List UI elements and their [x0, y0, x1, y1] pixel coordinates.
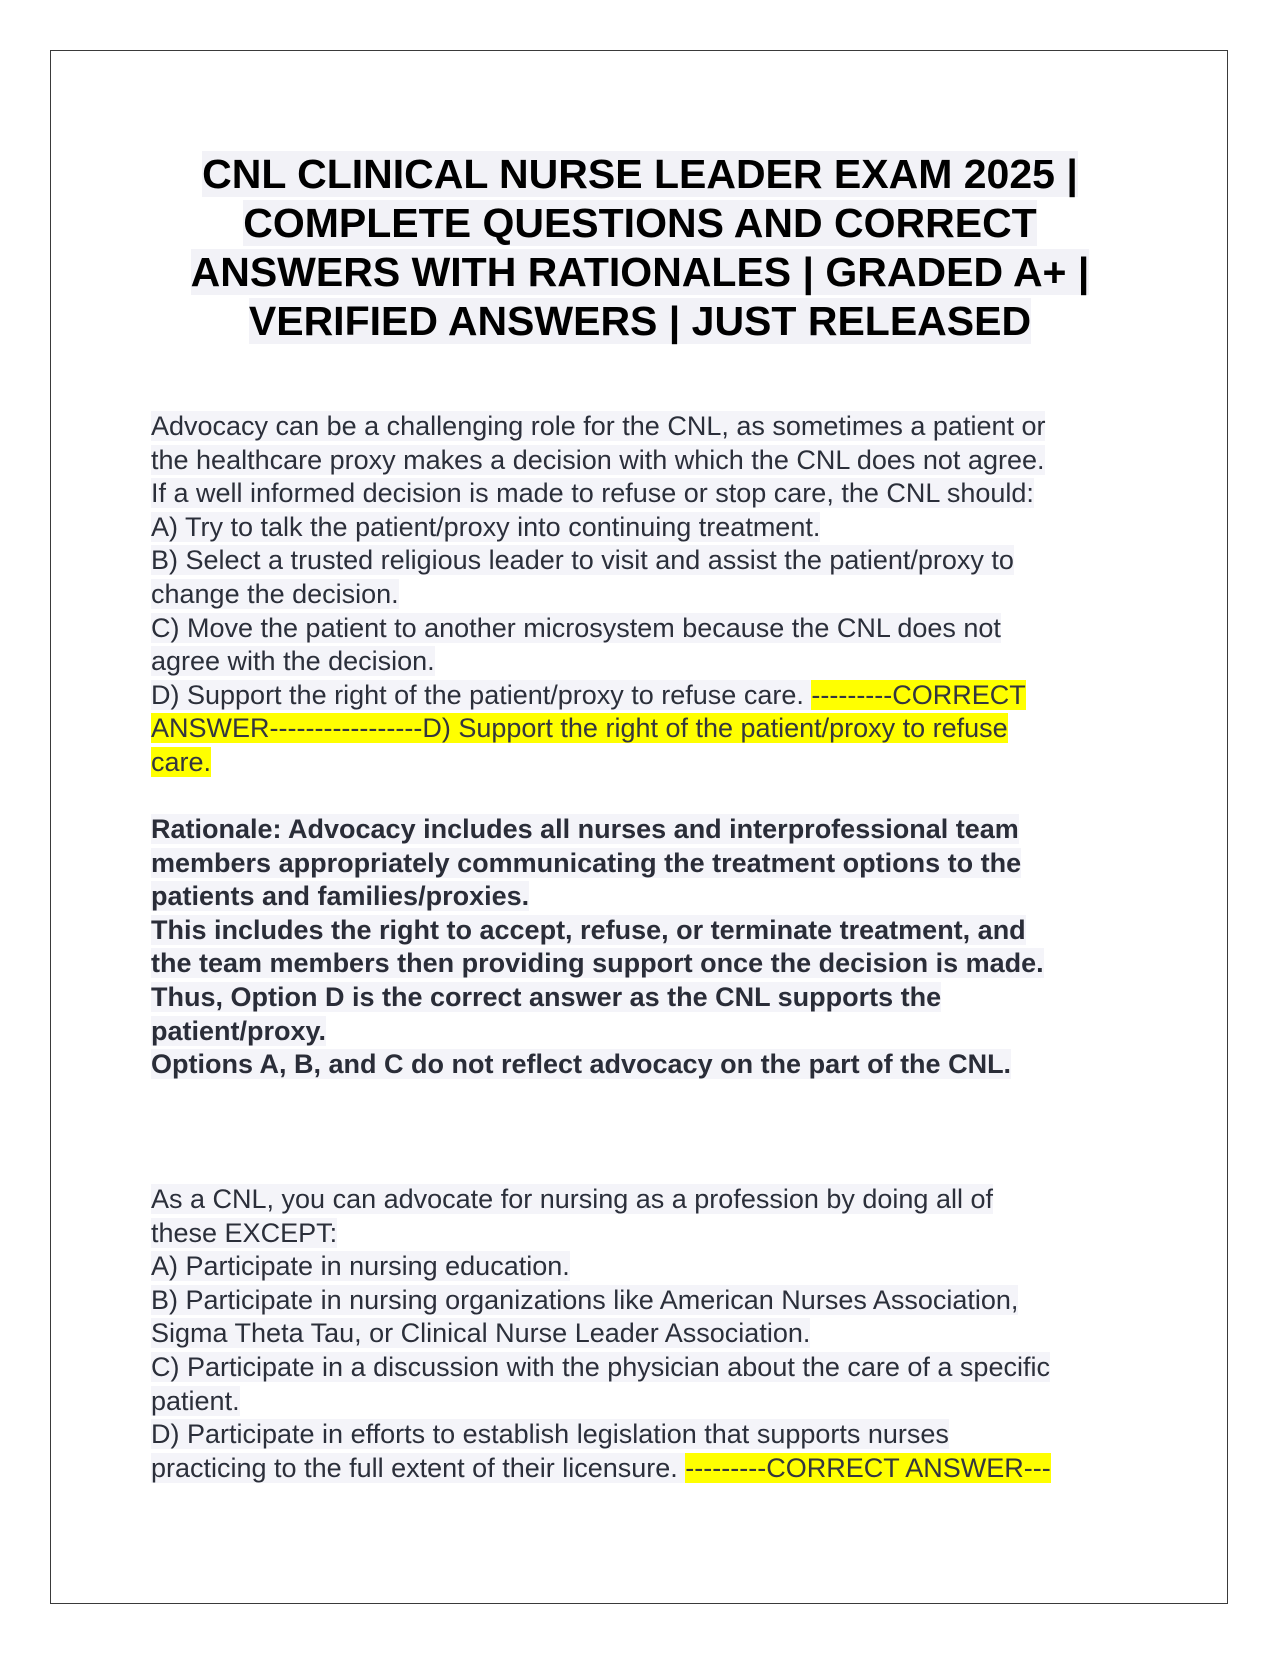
question-stem-line: As a CNL, you can advocate for nursing as a profession by doing all of [151, 1184, 993, 1214]
rationale-line: Options A, B, and C do not reflect advocacy on the part of the CNL. [151, 1049, 1012, 1080]
option-d: D) Support the right of the patient/proxy to refuse care. ---------CORRECT [151, 679, 1026, 710]
correct-answer-line: ANSWER-----------------D) Support the right of the patient/proxy to refuse [151, 713, 1008, 744]
rationale-line: Rationale: Advocacy includes all nurses and interprofessional team [151, 814, 1019, 844]
question-stem-line: If a well informed decision is made to refuse or stop care, the CNL should: [151, 478, 1034, 509]
rationale-1 [151, 813, 1131, 1082]
option-b: B) Select a trusted religious leader to visit and assist the patient/proxy to [151, 545, 1014, 576]
title-line: COMPLETE QUESTIONS AND CORRECT [243, 200, 1037, 246]
question-1 [151, 410, 1131, 780]
option-b: B) Participate in nursing organizations like American Nurses Association, [151, 1284, 1019, 1315]
question-stem-line: these EXCEPT: [151, 1217, 338, 1248]
option-a: A) Try to talk the patient/proxy into continuing treatment. [151, 511, 821, 542]
option-b-continued: change the decision. [151, 578, 399, 609]
question-stem-line: Advocacy can be a challenging role for the CNL, as sometimes a patient or [151, 411, 1046, 441]
option-c-continued: patient. [151, 1385, 240, 1416]
rationale-line: members appropriately communicating the treatment options to the [151, 847, 1022, 878]
option-c: C) Participate in a discussion with the physician about the care of a specific [151, 1351, 1050, 1382]
option-d-continued: practicing to the full extent of their licensure. ---------CORRECT ANSWER--- [151, 1452, 1051, 1483]
option-d: D) Participate in efforts to establish legislation that supports nurses [151, 1419, 949, 1450]
option-c: C) Move the patient to another microsystem because the CNL does not [151, 612, 1001, 643]
document-title [120, 150, 1160, 346]
question-2 [151, 1183, 1131, 1485]
correct-answer-highlight: ---------CORRECT ANSWER--- [685, 1452, 1051, 1483]
question-stem-line: the healthcare proxy makes a decision with which the CNL does not agree. [151, 444, 1045, 475]
correct-answer-line: care. [151, 746, 212, 777]
rationale-line: This includes the right to accept, refuse, or terminate treatment, and [151, 914, 1026, 945]
rationale-line: patient/proxy. [151, 1015, 327, 1046]
option-c-continued: agree with the decision. [151, 646, 435, 677]
rationale-line: the team members then providing support once the decision is made. [151, 948, 1044, 979]
option-b-continued: Sigma Theta Tau, or Clinical Nurse Leader Association. [151, 1318, 811, 1349]
title-line: VERIFIED ANSWERS | JUST RELEASED [248, 298, 1032, 344]
correct-answer-highlight: ---------CORRECT [811, 679, 1026, 710]
title-line: ANSWERS WITH RATIONALES | GRADED A+ | [190, 249, 1090, 295]
rationale-line: patients and families/proxies. [151, 881, 530, 912]
option-a: A) Participate in nursing education. [151, 1251, 570, 1282]
title-line: CNL CLINICAL NURSE LEADER EXAM 2025 | [202, 151, 1078, 197]
rationale-line: Thus, Option D is the correct answer as the CNL supports the [151, 981, 942, 1012]
